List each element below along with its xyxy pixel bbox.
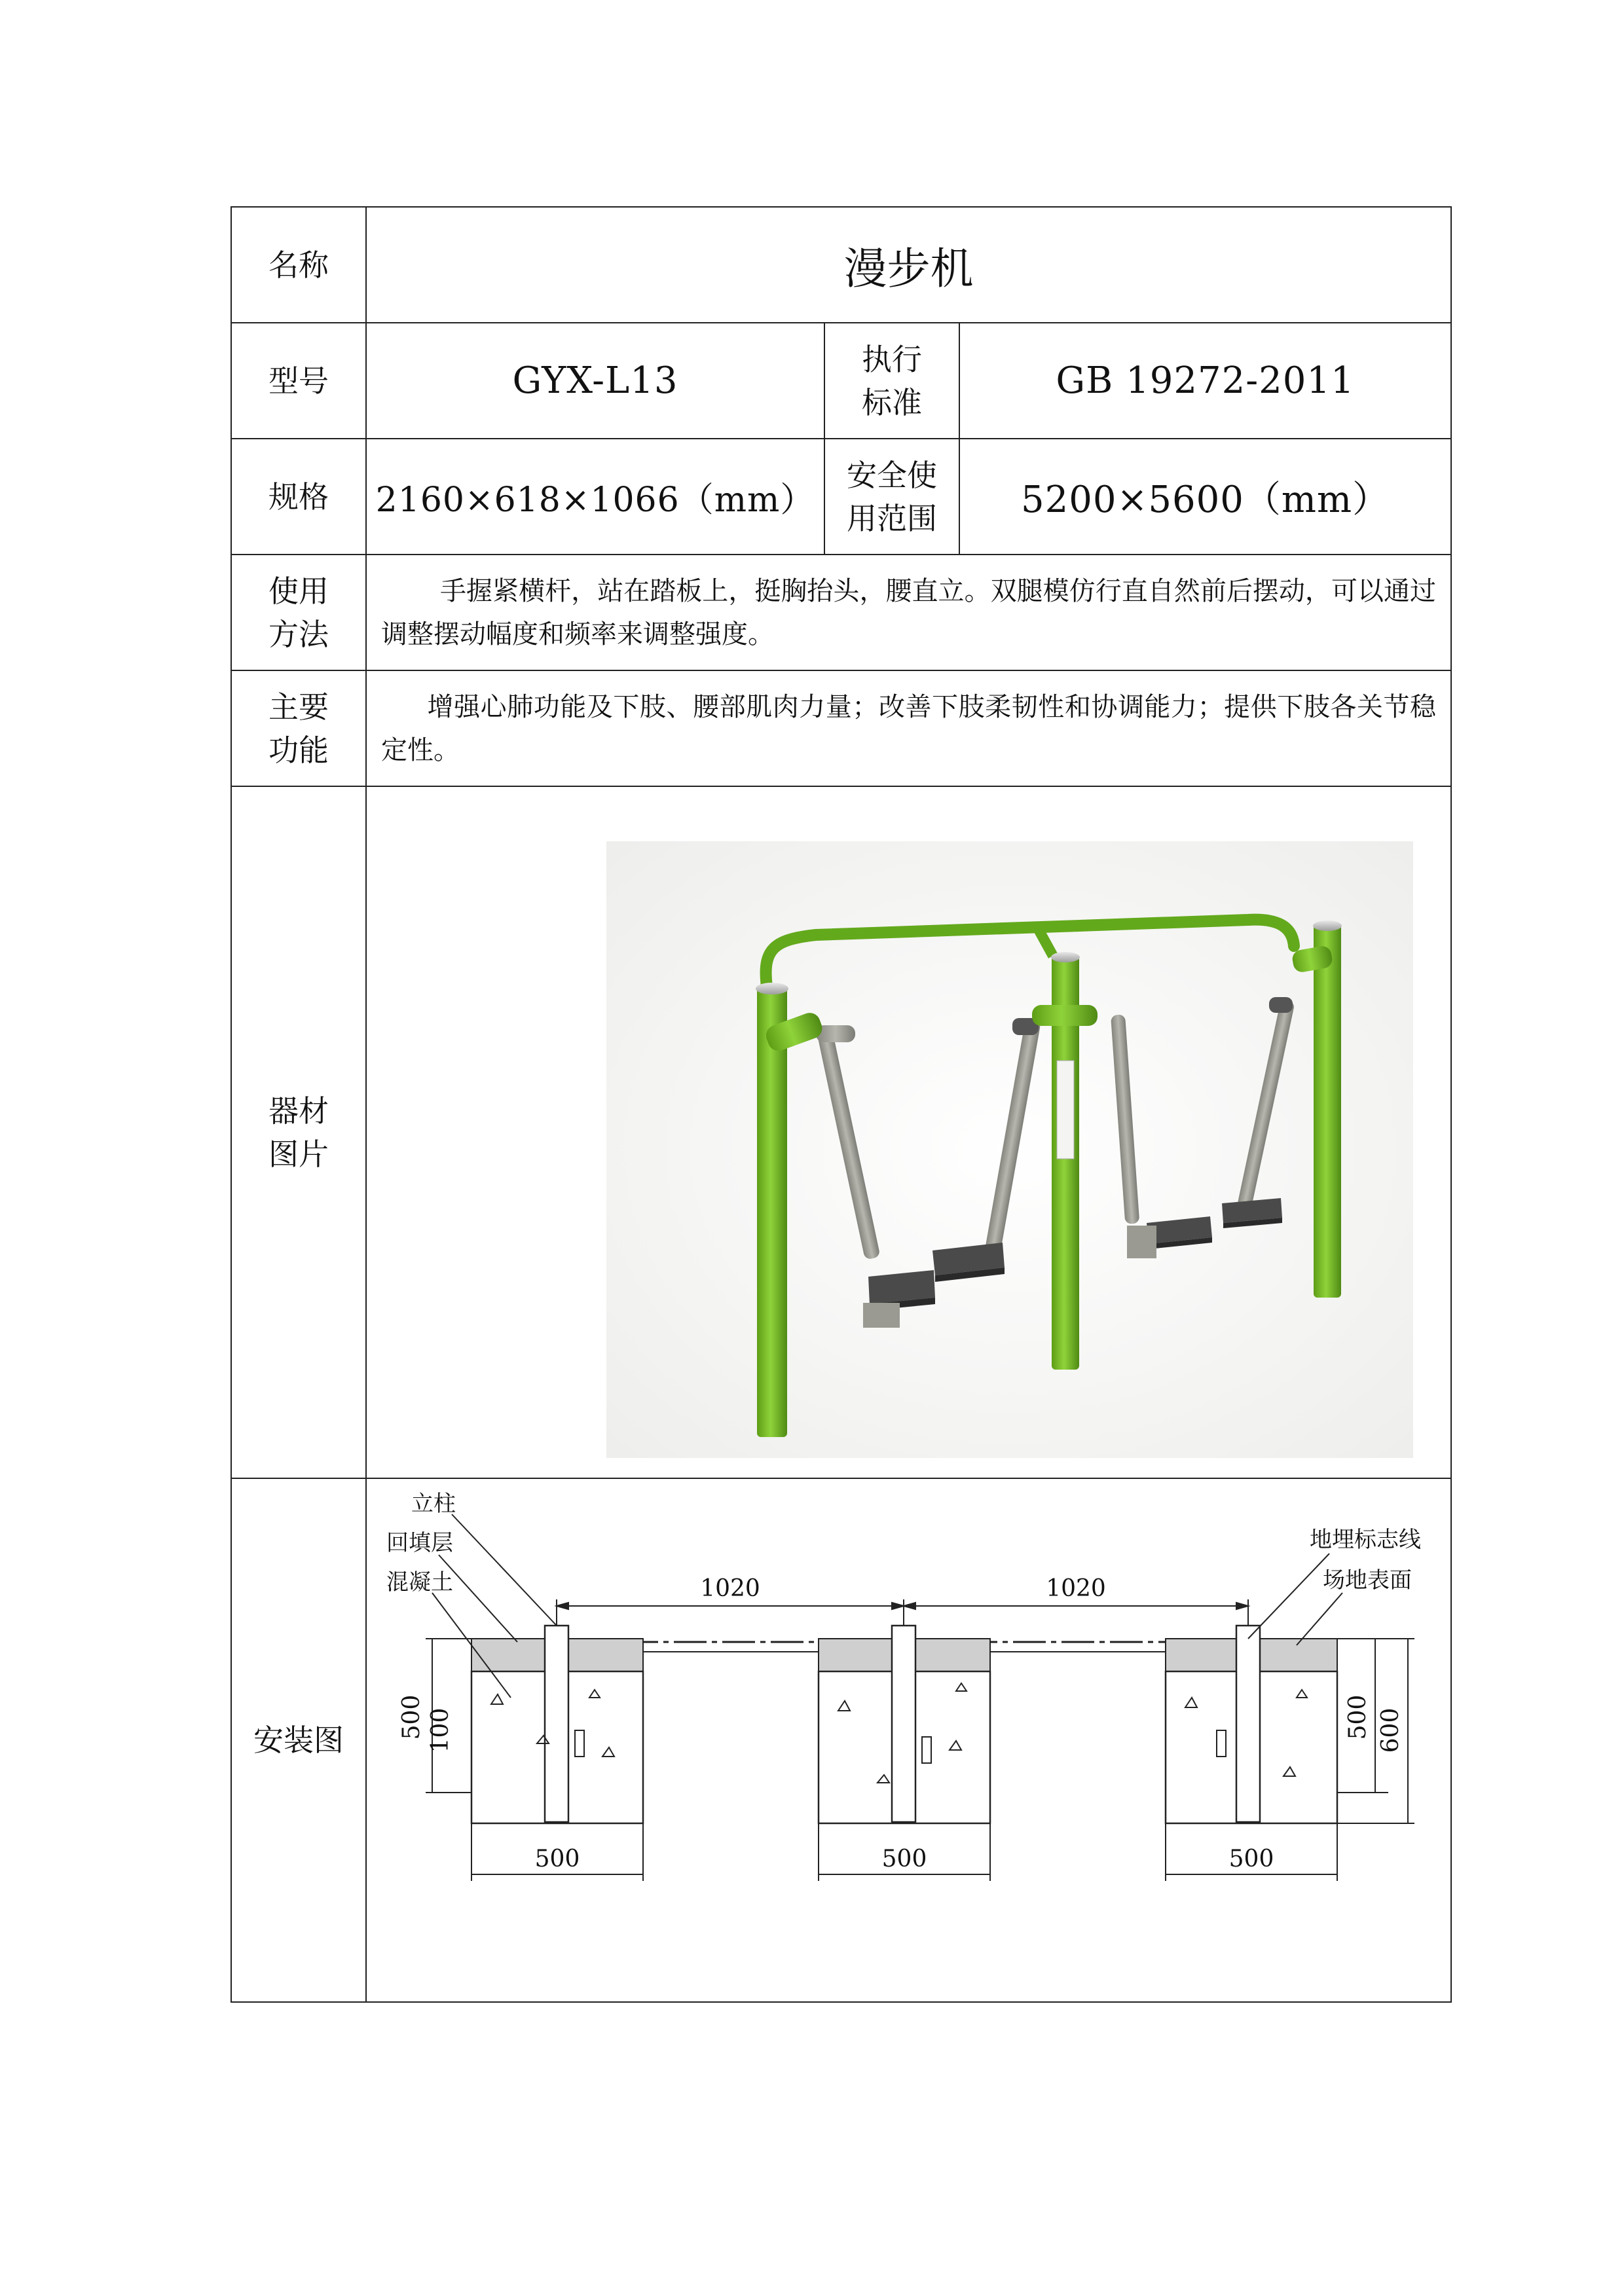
function-text-cell xyxy=(366,670,1451,786)
callout-backfill: 回填层 xyxy=(386,1530,453,1556)
footing-middle xyxy=(819,1626,990,1823)
product-name: 漫步机 xyxy=(366,207,1451,323)
row-usage xyxy=(231,555,1451,670)
callout-post: 立柱 xyxy=(411,1491,456,1517)
standard-label-line2: 标准 xyxy=(862,384,922,420)
spacing-1: 1020 xyxy=(700,1575,760,1602)
standard-label-line1: 执行 xyxy=(862,341,922,377)
footing-left xyxy=(471,1626,643,1823)
safe-range-label xyxy=(824,439,959,555)
row-install xyxy=(231,1478,1451,2002)
usage-label xyxy=(231,555,366,670)
callout-surface: 场地表面 xyxy=(1323,1567,1412,1594)
function-label xyxy=(231,670,366,786)
row-name xyxy=(231,207,1451,323)
equipment-picture-cell xyxy=(366,786,1451,1478)
row-model xyxy=(231,323,1451,439)
safe-range-value: 5200×5600（mm） xyxy=(959,439,1451,555)
callout-marker: 地埋标志线 xyxy=(1310,1527,1421,1553)
left-dim-500: 500 xyxy=(398,1694,425,1740)
footing-width-2: 500 xyxy=(881,1846,927,1872)
model-value: GYX-L13 xyxy=(366,323,824,439)
safe-range-label-line1: 安全使 xyxy=(847,457,937,493)
spec-label: 规格 xyxy=(231,439,366,555)
name-label: 名称 xyxy=(231,207,366,323)
picture-label-line1: 器材 xyxy=(268,1093,329,1129)
function-label-line1: 主要 xyxy=(268,689,329,725)
footing-right xyxy=(1166,1626,1337,1823)
install-diagram-cell xyxy=(366,1478,1451,2002)
row-spec xyxy=(231,439,1451,555)
left-dim-100: 100 xyxy=(427,1707,454,1753)
function-text: 增强心肺功能及下肢、腰部肌肉力量；改善下肢柔韧性和协调能力；提供下肢各关节稳定性。 xyxy=(381,691,1437,765)
spec-value: 2160×618×1066（mm） xyxy=(366,439,824,555)
picture-label-line2: 图片 xyxy=(268,1136,329,1172)
spacing-dims xyxy=(557,1599,1248,1626)
spec-sheet xyxy=(231,206,1450,2003)
standard-label xyxy=(824,323,959,439)
callout-concrete: 混凝土 xyxy=(386,1569,453,1595)
picture-label xyxy=(231,786,366,1478)
footing-width-3: 500 xyxy=(1228,1846,1274,1872)
install-drawing xyxy=(367,1482,1447,1999)
model-label: 型号 xyxy=(231,323,366,439)
spacing-2: 1020 xyxy=(1046,1575,1106,1602)
row-function xyxy=(231,670,1451,786)
usage-label-line1: 使用 xyxy=(268,573,329,609)
function-label-line2: 功能 xyxy=(268,732,329,768)
row-picture xyxy=(231,786,1451,1478)
right-dim-500: 500 xyxy=(1344,1694,1371,1740)
usage-label-line2: 方法 xyxy=(268,616,329,652)
spec-table xyxy=(231,206,1452,2003)
equipment-render xyxy=(371,805,1451,1460)
usage-text-cell xyxy=(366,555,1451,670)
safe-range-label-line2: 用范围 xyxy=(847,500,937,536)
right-dim-600: 600 xyxy=(1377,1707,1404,1753)
footing-width-1: 500 xyxy=(534,1846,580,1872)
usage-text: 手握紧横杆，站在踏板上，挺胸抬头，腰直立。双腿模仿行直自然前后摆动，可以通过调整摆动幅度和频率来调整强度。 xyxy=(381,575,1437,649)
standard-value: GB 19272-2011 xyxy=(959,323,1451,439)
install-label: 安装图 xyxy=(231,1478,366,2002)
